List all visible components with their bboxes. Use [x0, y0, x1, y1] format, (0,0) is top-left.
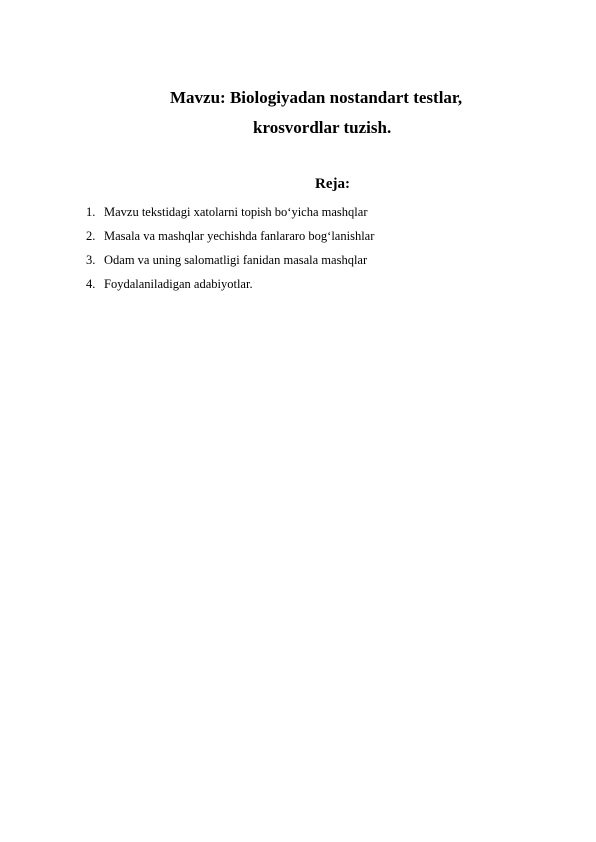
- plan-item-number: 3.: [86, 253, 96, 267]
- document-title-line-1: Mavzu: Biologiyadan nostandart testlar,: [170, 88, 463, 107]
- plan-item-number: 4.: [86, 277, 96, 291]
- document-title-line-2: krosvordlar tuzish.: [253, 118, 392, 137]
- plan-item-text: Mavzu tekstidagi xatolarni topish bo‘yicha mashqlar: [104, 205, 368, 219]
- plan-item: [86, 205, 374, 229]
- plan-item-text: Masala va mashqlar yechishda fanlararo bog‘lanishlar: [104, 229, 375, 243]
- plan-list: [86, 205, 374, 301]
- plan-item-number: 1.: [86, 205, 96, 219]
- plan-item: [86, 229, 374, 253]
- plan-heading: Reja:: [315, 176, 350, 192]
- plan-item-number: 2.: [86, 229, 96, 243]
- plan-item-text: Foydalaniladigan adabiyotlar.: [104, 277, 253, 291]
- plan-item: [86, 277, 374, 301]
- plan-item: [86, 253, 374, 277]
- plan-item-text: Odam va uning salomatligi fanidan masala mashqlar: [104, 253, 368, 267]
